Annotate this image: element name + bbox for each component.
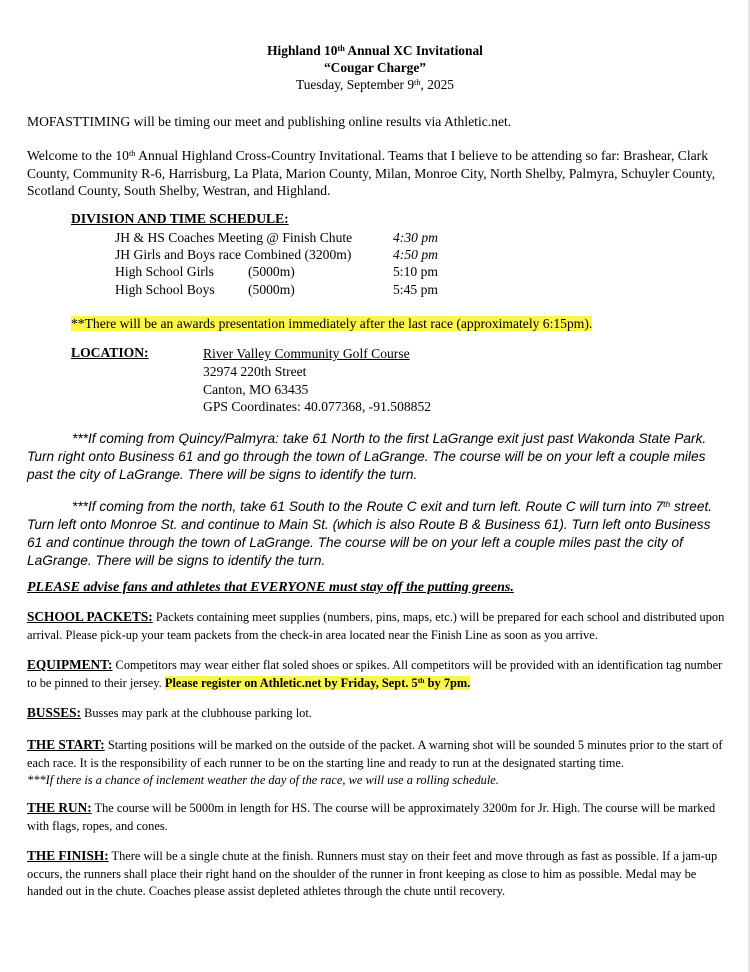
advisory-notice: PLEASE advise fans and athletes that EVERYONE must stay off the putting greens. [27,580,514,595]
schedule-distance: (5000m) [248,264,295,279]
timing-paragraph: MOFASTTIMING will be timing our meet and publishing online results via Athletic.net. [27,114,512,129]
schedule-event: JH Girls and Boys race Combined (3200m) [115,247,352,262]
schedule-time: 4:30 pm [393,230,438,245]
run-section: THE RUN: The course will be 5000m in length for HS. The course will be approximately 3200m for Jr. High. The course will be marked with flags, ropes, and cones. [27,800,716,833]
awards-note: **There will be an awards presentation immediately after the last race (approximately 6:15pm). [71,316,593,331]
location-city: Canton, MO 63435 [203,382,309,397]
school-packets-section: SCHOOL PACKETS: Packets containing meet supplies (numbers, pins, maps, etc.) will be prepared for each school and distributed upon arrival. Please pick-up your team packets from the check-in area located near the Finish Line as soon as you arrive. [27,609,725,642]
equipment-section: EQUIPMENT: Competitors may wear either flat soled shoes or spikes. All competitors will be provided with an identification tag number to be pinned to their jersey. Please register on Athletic.net by Friday, Sept. 5th by 7pm. [27,657,723,690]
schedule-row [115,229,475,246]
schedule-distance: (5000m) [248,282,295,297]
location-name: River Valley Community Golf Course [203,346,410,361]
schedule-event: JH & HS Coaches Meeting @ Finish Chute [115,230,353,245]
location-street: 32974 220th Street [203,364,307,379]
rolling-schedule-note: ***If there is a chance of inclement weather the day of the race, we will use a rolling schedule. [27,773,499,787]
section-label: THE START: [27,737,105,752]
schedule-row [115,281,475,298]
schedule-event: High School Boys [115,282,215,297]
schedule-row [115,263,475,280]
document-header [0,42,750,93]
section-label: THE FINISH: [27,848,109,863]
location-gps: GPS Coordinates: 40.077368, -91.508852 [203,399,432,414]
schedule-time: 5:10 pm [393,264,438,279]
event-subtitle: “Cougar Charge” [323,60,427,75]
section-label: EQUIPMENT: [27,657,113,672]
register-deadline: Please register on Athletic.net by Friday, Sept. 5th by 7pm. [164,675,471,690]
schedule-title: DIVISION AND TIME SCHEDULE: [71,211,289,226]
schedule-time: 5:45 pm [393,282,438,297]
busses-section: BUSSES: Busses may park at the clubhouse parking lot. [27,705,312,720]
location-title: LOCATION: [71,345,149,360]
finish-section: THE FINISH: There will be a single chute at the finish. Runners must stay on their feet and move through as fast as possible. If a jam-up occurs, the runners shall place their right hand on the shoulder of the runner in front keeping as close to him as possible. Medal may be handed out in the chute. Coaches please assist depleted athletes through the chute until recovery. [27,848,718,898]
directions-north: ***If coming from the north, take 61 South to the Route C exit and turn left. Route C will turn into 7th street. Turn left onto Monroe St. and continue to Main St. (which is also Route B & Business 61). Turn left onto Business 61 and continue through the town of LaGrange. The course will be on your left a couple miles past the city of LaGrange. There will be signs to identify the turn. [27,498,713,568]
welcome-paragraph: Welcome to the 10th Annual Highland Cross-Country Invitational. Teams that I believe to be attending so far: Brashear, Clark County, Community R-6, Harrisburg, La Plata, Marion County, Milan, Monroe City, North Shelby, Palmyra, Schuyler County, Scotland County, South Shelby, Westran, and Highland. [27,147,716,198]
directions-quincy: ***If coming from Quincy/Palmyra: take 61 North to the first LaGrange exit just past Wakonda State Park. Turn right onto Business 61 and go through the town of LaGrange. The course will be on your left a couple miles past the city of LaGrange. There will be signs to identify the turn. [27,431,707,482]
schedule-time: 4:50 pm [393,247,438,262]
event-title: Highland 10th Annual XC Invitational [267,43,483,58]
start-section: THE START: Starting positions will be marked on the outside of the packet. A warning shot will be sounded 5 minutes prior to the start of each race. It is the responsibility of each runner to be on the starting line and ready to run at the designated starting time. ***If there is a chance of inclement weather the day of the race, we will use a rolling schedule. [27,737,723,787]
section-label: SCHOOL PACKETS: [27,609,153,624]
section-label: THE RUN: [27,800,92,815]
schedule-row [115,246,475,263]
event-date: Tuesday, September 9th, 2025 [296,77,454,92]
schedule-event: High School Girls [115,264,214,279]
section-label: BUSSES: [27,705,81,720]
